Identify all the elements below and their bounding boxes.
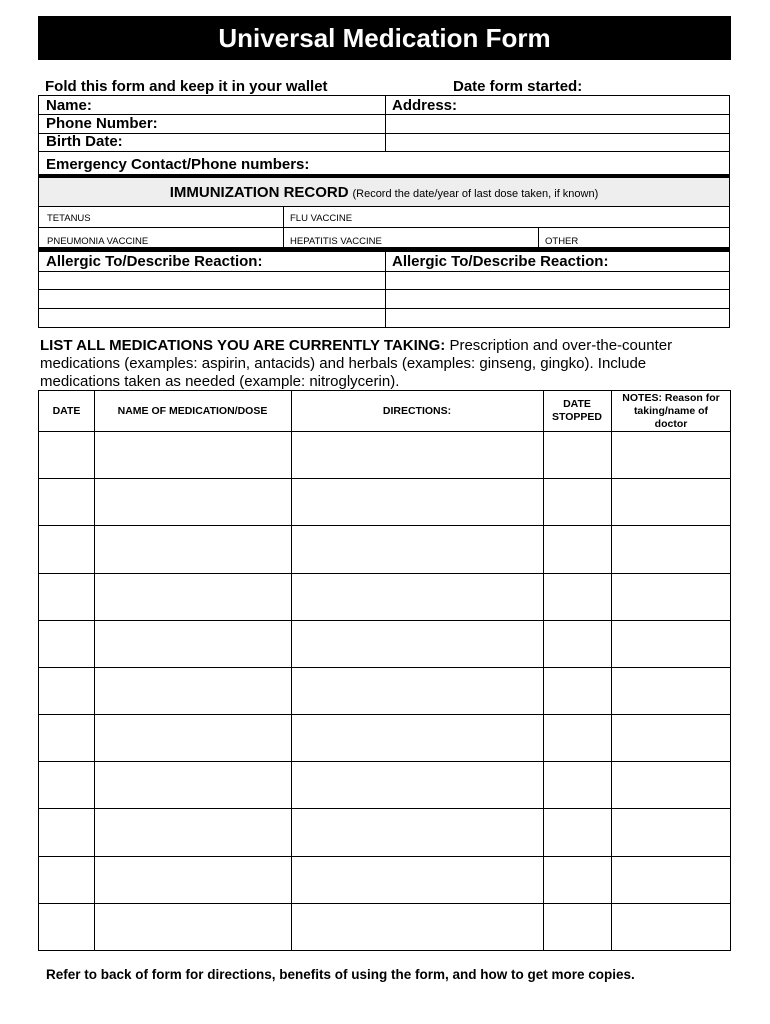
notes-line1: NOTES: Reason for: [622, 392, 720, 404]
pneumonia-vaccine-label: PNEUMONIA VACCINE: [47, 236, 149, 247]
date-stopped-line1: DATE: [563, 398, 591, 410]
hepatitis-vaccine-label: HEPATITIS VACCINE: [290, 236, 382, 247]
personal-info-section: [38, 95, 730, 175]
tetanus-label: TETANUS: [47, 213, 91, 224]
col-header-date: DATE: [52, 405, 81, 417]
table-row-divider: [39, 620, 730, 621]
flu-vaccine-label: FLU VACCINE: [290, 213, 353, 224]
table-row-divider: [39, 761, 730, 762]
notes-line3: doctor: [654, 418, 688, 430]
instructions-body: Prescription and over-the-counter medications (examples: aspirin, antacids) and herbals (examples: ginseng, gingko). Include medications taken as needed (example: nitroglycerin).: [40, 337, 673, 390]
footer-note: Refer to back of form for directions, benefits of using the form, and how to get more copies.: [46, 967, 635, 982]
table-row-divider: [39, 478, 730, 479]
col-header-date-stopped: [543, 398, 611, 424]
phone-label: Phone Number:: [46, 115, 158, 132]
col-header-notes: [611, 392, 731, 431]
immunization-note: (Record the date/year of last dose taken, if known): [352, 188, 599, 200]
table-row-divider: [39, 856, 730, 857]
date-stopped-line2: STOPPED: [552, 411, 602, 423]
emergency-contact-label: Emergency Contact/Phone numbers:: [46, 156, 310, 173]
table-row-divider: [39, 808, 730, 809]
immunization-title: IMMUNIZATION RECORD: [169, 184, 349, 201]
allergy-left-label: Allergic To/Describe Reaction:: [46, 253, 263, 270]
fold-note: Fold this form and keep it in your wallet: [45, 78, 328, 95]
col-header-medication: NAME OF MEDICATION/DOSE: [117, 405, 268, 417]
date-started-label: Date form started:: [453, 78, 583, 95]
other-vaccine-label: OTHER: [545, 236, 579, 247]
allergy-right-label: Allergic To/Describe Reaction:: [392, 253, 609, 270]
name-label: Name:: [46, 97, 92, 114]
immunization-header: [38, 178, 730, 206]
table-row-divider: [39, 573, 730, 574]
form-title: Universal Medication Form: [38, 16, 731, 60]
medication-instructions: [40, 337, 730, 391]
allergy-section: [38, 252, 730, 328]
table-row-divider: [39, 903, 730, 904]
instructions-heading: LIST ALL MEDICATIONS YOU ARE CURRENTLY TAKING:: [40, 337, 446, 354]
immunization-section: [38, 206, 730, 248]
col-header-directions: DIRECTIONS:: [382, 405, 452, 417]
table-row-divider: [39, 525, 730, 526]
address-label: Address:: [392, 97, 458, 114]
notes-line2: taking/name of: [633, 405, 709, 417]
birth-date-label: Birth Date:: [46, 133, 123, 150]
table-row-divider: [39, 667, 730, 668]
medication-table: [38, 390, 731, 951]
table-row-divider: [39, 714, 730, 715]
